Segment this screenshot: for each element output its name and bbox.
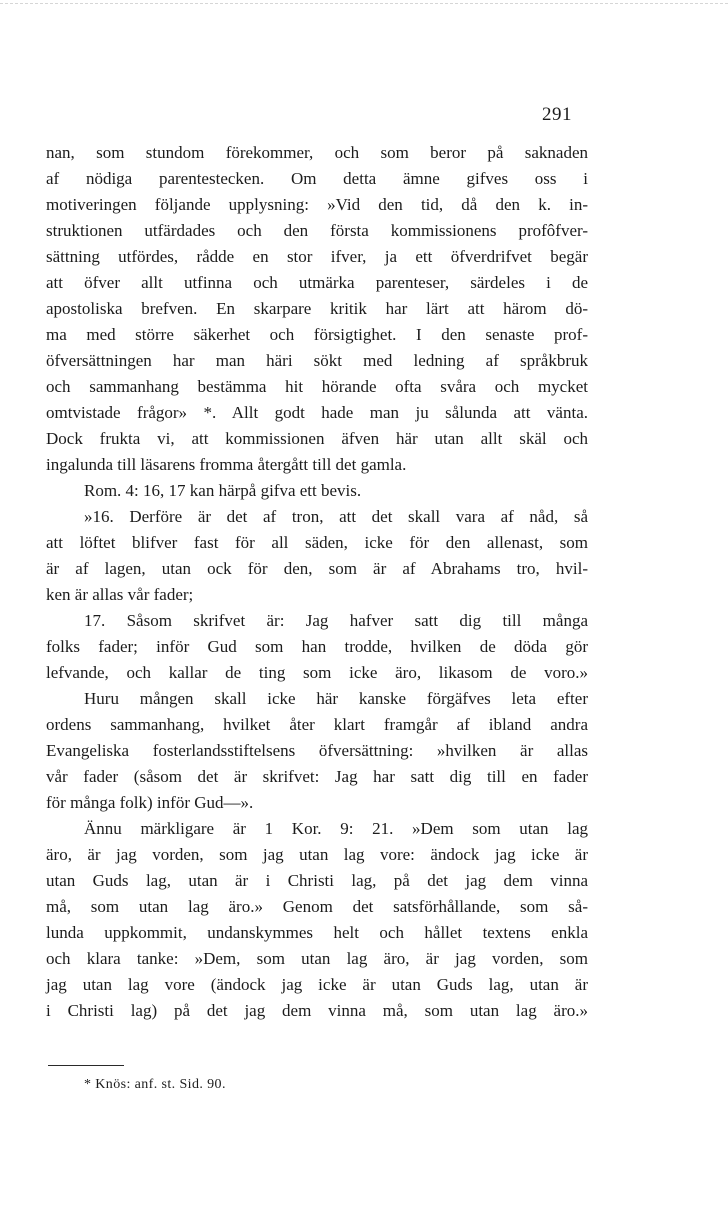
text-line: i Christi lag) på det jag dem vinna må, som utan lag äro.»: [46, 1001, 588, 1020]
text-line: lefvande, och kallar de ting som icke äro, likasom de voro.»: [46, 663, 588, 682]
text-line: ordens sammanhang, hvilket åter klart framgår af ibland andra: [46, 715, 588, 734]
text-line: motiveringen följande upplysning: »Vid den tid, då den k. in-: [46, 195, 588, 214]
page-number: 291: [542, 104, 572, 125]
text-line: vår fader (såsom det är skrifvet: Jag har satt dig till en fader: [46, 767, 588, 786]
footnote-divider: [48, 1065, 124, 1066]
text-line: 17. Såsom skrifvet är: Jag hafver satt dig till många: [84, 611, 588, 630]
body-text: [46, 140, 588, 1024]
text-line: lunda uppkommit, undanskymmes helt och hållet textens enkla: [46, 923, 588, 942]
text-line: öfversättningen har man häri sökt med ledning af språkbruk: [46, 351, 588, 370]
text-line: må, som utan lag äro.» Genom det satsförhållande, som så-: [46, 897, 588, 916]
text-line: att öfver allt utfinna och utmärka parenteser, särdeles i de: [46, 273, 588, 292]
text-line: omtvistade frågor» *. Allt godt hade man ju sålunda att vänta.: [46, 403, 588, 422]
text-line: ken är allas vår fader;: [46, 585, 194, 604]
text-line: för många folk) inför Gud—».: [46, 793, 254, 812]
text-line: Huru mången skall icke här kanske förgäfves leta efter: [84, 689, 588, 708]
text-line: är af lagen, utan ock för den, som är af Abrahams tro, hvil-: [46, 559, 588, 578]
text-line: att löftet blifver fast för all säden, icke för den allenast, som: [46, 533, 588, 552]
top-edge-rule: [0, 3, 728, 4]
text-line: af nödiga parentestecken. Om detta ämne gifves oss i: [46, 169, 588, 188]
text-line: och sammanhang bestämma hit hörande ofta svåra och mycket: [46, 377, 588, 396]
text-line: sättning utfördes, rådde en stor ifver, ja ett öfverdrifvet begär: [46, 247, 588, 266]
text-line: ma med större säkerhet och försigtighet. I den senaste prof-: [46, 325, 588, 344]
text-line: jag utan lag vore (ändock jag icke är utan Guds lag, utan är: [46, 975, 588, 994]
text-line: Rom. 4: 16, 17 kan härpå gifva ett bevis.: [84, 481, 362, 500]
text-line: Dock frukta vi, att kommissionen äfven här utan allt skäl och: [46, 429, 588, 448]
text-line: struktionen utfärdades och den första kommissionens profôfver-: [46, 221, 588, 240]
text-line: och klara tanke: »Dem, som utan lag äro, är jag vorden, som: [46, 949, 588, 968]
text-line: apostoliska brefven. En skarpare kritik har lärt att härom dö-: [46, 299, 588, 318]
text-line: ingalunda till läsarens fromma återgått till det gamla.: [46, 455, 407, 474]
text-line: utan Guds lag, utan är i Christi lag, på det jag dem vinna: [46, 871, 588, 890]
text-line: äro, är jag vorden, som jag utan lag vore: ändock jag icke är: [46, 845, 588, 864]
text-line: folks fader; inför Gud som han trodde, hvilken de döda gör: [46, 637, 588, 656]
footnote: * Knös: anf. st. Sid. 90.: [84, 1077, 226, 1092]
text-line: nan, som stundom förekommer, och som beror på saknaden: [46, 143, 588, 162]
text-line: Evangeliska fosterlandsstiftelsens öfversättning: »hvilken är allas: [46, 741, 588, 760]
text-line: »16. Derföre är det af tron, att det skall vara af nåd, så: [84, 507, 588, 526]
text-line: Ännu märkligare är 1 Kor. 9: 21. »Dem som utan lag: [84, 819, 588, 838]
